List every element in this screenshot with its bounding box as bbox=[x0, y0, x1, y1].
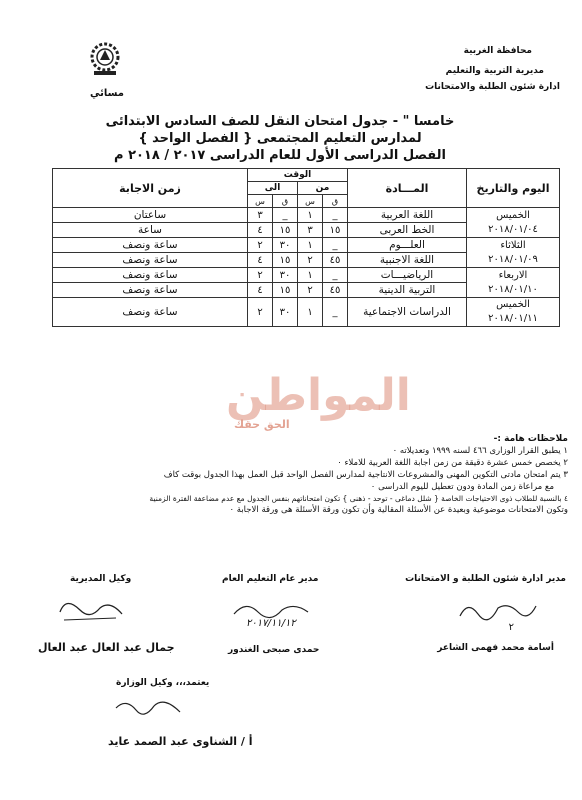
duration-cell: ساعة bbox=[53, 223, 248, 238]
header-duration: زمن الاجابة bbox=[53, 169, 248, 208]
note-2: ٢ يخصص خمس عشرة دقيقة من زمن اجابة اللغة العربية للاملاء ٠ bbox=[337, 458, 568, 468]
duration-cell: ساعة ونصف bbox=[53, 253, 248, 268]
title-line-3: الفصل الدراسى الأول للعام الدراسى ٢٠١٧ / ٢٠١٨ م bbox=[114, 148, 446, 163]
duration-cell: ساعتان bbox=[53, 208, 248, 223]
gear-logo-icon bbox=[88, 40, 122, 76]
table-row bbox=[53, 268, 560, 283]
header-to-q: ق bbox=[273, 195, 298, 208]
day-date-cell bbox=[467, 268, 560, 298]
note-4: ٤ بالنسبة للطلاب ذوى الاحتياجات الخاصة { شلل دماغى - توحد - ذهنى } تكون امتحاناتهم بنفس الجدول مع عدم مضاعفة الفترة الزمنية bbox=[149, 494, 568, 503]
header-subject: المـــادة bbox=[348, 169, 467, 208]
duration-cell: ساعة ونصف bbox=[53, 283, 248, 298]
watermark-brand: المواطن bbox=[226, 370, 411, 421]
subject-cell: الخط العربى bbox=[348, 223, 467, 238]
shift-label: مسائي bbox=[90, 88, 124, 99]
day-name: الخميس bbox=[496, 209, 530, 221]
table-row bbox=[53, 238, 560, 253]
administration: ادارة شئون الطلبة والامتحانات bbox=[425, 82, 560, 92]
exam-schedule-table bbox=[52, 168, 560, 327]
to-minutes: _ bbox=[273, 208, 298, 223]
duration-cell: ساعة ونصف bbox=[53, 298, 248, 327]
exam-date: ٢٠١٨/٠١/٠٤ bbox=[488, 223, 538, 235]
table-row bbox=[53, 208, 560, 223]
to-hour: ٢ bbox=[248, 268, 273, 283]
header-day-date: اليوم والتاريخ bbox=[467, 169, 560, 208]
sig-title-students-affairs: مدير ادارة شئون الطلبة و الامتحانات bbox=[405, 574, 566, 584]
day-name: الثلاثاء bbox=[500, 239, 526, 251]
to-hour: ٢ bbox=[248, 298, 273, 327]
sig-name-hamdy: حمدى صبحى الغندور bbox=[228, 645, 320, 655]
from-hour: ٢ bbox=[298, 253, 323, 268]
subject-cell: اللغة العربية bbox=[348, 208, 467, 223]
header-to: الى bbox=[248, 182, 298, 195]
title-line-1: خامسا " - جدول امتحان النقل للصف السادس الابتدائى bbox=[105, 114, 455, 129]
from-minutes: _ bbox=[323, 268, 348, 283]
approval-label: يعتمد،،، وكيل الوزارة bbox=[116, 678, 210, 688]
to-hour: ٢ bbox=[248, 238, 273, 253]
directorate: مديرية التربية والتعليم bbox=[445, 66, 544, 76]
watermark-slogan: الحق حقك bbox=[234, 418, 290, 431]
from-minutes: _ bbox=[323, 238, 348, 253]
sig-name-osama: أسامة محمد فهمى الشاعر bbox=[437, 643, 554, 653]
to-minutes: ١٥ bbox=[273, 253, 298, 268]
to-minutes: ٣٠ bbox=[273, 238, 298, 253]
sig-name-gamal: جمال عبد العال عبد العال bbox=[38, 641, 175, 654]
sig-title-deputy-directorate: وكيل المديرية bbox=[70, 574, 132, 584]
from-minutes: _ bbox=[323, 208, 348, 223]
day-name: الخميس bbox=[496, 299, 530, 310]
from-hour: ٢ bbox=[298, 283, 323, 298]
to-minutes: ٣٠ bbox=[273, 298, 298, 327]
signature-2-date: ٢٠١٧/١١/١٢ bbox=[246, 618, 296, 629]
note-3: ٣ يتم امتحان مادتى التكوين المهنى والمشروعات الانتاجية لمدارس الفصل الواحد قبل العمل بهذا الجدول بوقت كاف bbox=[163, 470, 568, 480]
to-minutes: ٣٠ bbox=[273, 268, 298, 283]
exam-date: ٢٠١٨/٠١/١٠ bbox=[488, 283, 538, 295]
note-5: وتكون الامتحانات موضوعية وبعيدة عن الأسئلة المقالية وأن تكون ورقة الأسئلة هى ورقة الاجابة ٠ bbox=[229, 505, 568, 515]
sig-title-general-education: مدير عام التعليم العام bbox=[222, 574, 319, 584]
table-row bbox=[53, 298, 560, 327]
day-date-cell bbox=[467, 238, 560, 268]
duration-cell: ساعة ونصف bbox=[53, 238, 248, 253]
header-time: الوقت bbox=[248, 169, 348, 182]
from-hour: ١ bbox=[298, 268, 323, 283]
signature-1 bbox=[458, 598, 538, 628]
signature-3 bbox=[56, 596, 126, 628]
subject-cell: التربية الدينية bbox=[348, 283, 467, 298]
notes-heading: ملاحظات هامة :- bbox=[493, 434, 568, 444]
subject-cell: الرياضيـــات bbox=[348, 268, 467, 283]
signature-4 bbox=[114, 696, 184, 728]
subject-cell: اللغة الاجنبية bbox=[348, 253, 467, 268]
header-to-s: س bbox=[248, 195, 273, 208]
to-hour: ٤ bbox=[248, 223, 273, 238]
to-hour: ٤ bbox=[248, 253, 273, 268]
sig-name-shennawy: أ / الشناوى عبد الصمد عايد bbox=[108, 735, 253, 748]
from-hour: ١ bbox=[298, 298, 323, 327]
from-minutes: ١٥ bbox=[323, 223, 348, 238]
duration-cell: ساعة ونصف bbox=[53, 268, 248, 283]
signature-1-number: ٢ bbox=[508, 622, 514, 633]
exam-date: ٢٠١٨/٠١/٠٩ bbox=[488, 253, 538, 265]
from-minutes: ٤٥ bbox=[323, 283, 348, 298]
header-from-s: س bbox=[298, 195, 323, 208]
from-minutes: ٤٥ bbox=[323, 253, 348, 268]
exam-date: ٢٠١٨/٠١/١١ bbox=[488, 313, 538, 324]
header-from-q: ق bbox=[323, 195, 348, 208]
note-1: ١ يطبق القرار الوزارى ٤٦٦ لسنه ١٩٩٩ وتعديلاته ٠ bbox=[392, 446, 568, 456]
to-hour: ٤ bbox=[248, 283, 273, 298]
day-date-cell bbox=[467, 208, 560, 238]
from-hour: ١ bbox=[298, 238, 323, 253]
title-line-2: لمدارس التعليم المجتمعى { الفصل الواحد } bbox=[138, 131, 422, 146]
governorate: محافظة الغربية bbox=[463, 46, 532, 56]
header-from: من bbox=[298, 182, 348, 195]
to-hour: ٣ bbox=[248, 208, 273, 223]
from-hour: ١ bbox=[298, 208, 323, 223]
from-minutes: _ bbox=[323, 298, 348, 327]
day-date-cell bbox=[467, 298, 560, 327]
subject-cell: الدراسات الاجتماعية bbox=[348, 298, 467, 327]
note-3-cont: مع مراعاة زمن المادة ودون تعطيل لليوم الدراسى ٠ bbox=[370, 482, 554, 492]
to-minutes: ١٥ bbox=[273, 223, 298, 238]
from-hour: ٣ bbox=[298, 223, 323, 238]
to-minutes: ١٥ bbox=[273, 283, 298, 298]
day-name: الاربعاء bbox=[498, 269, 528, 281]
subject-cell: العلـــوم bbox=[348, 238, 467, 253]
